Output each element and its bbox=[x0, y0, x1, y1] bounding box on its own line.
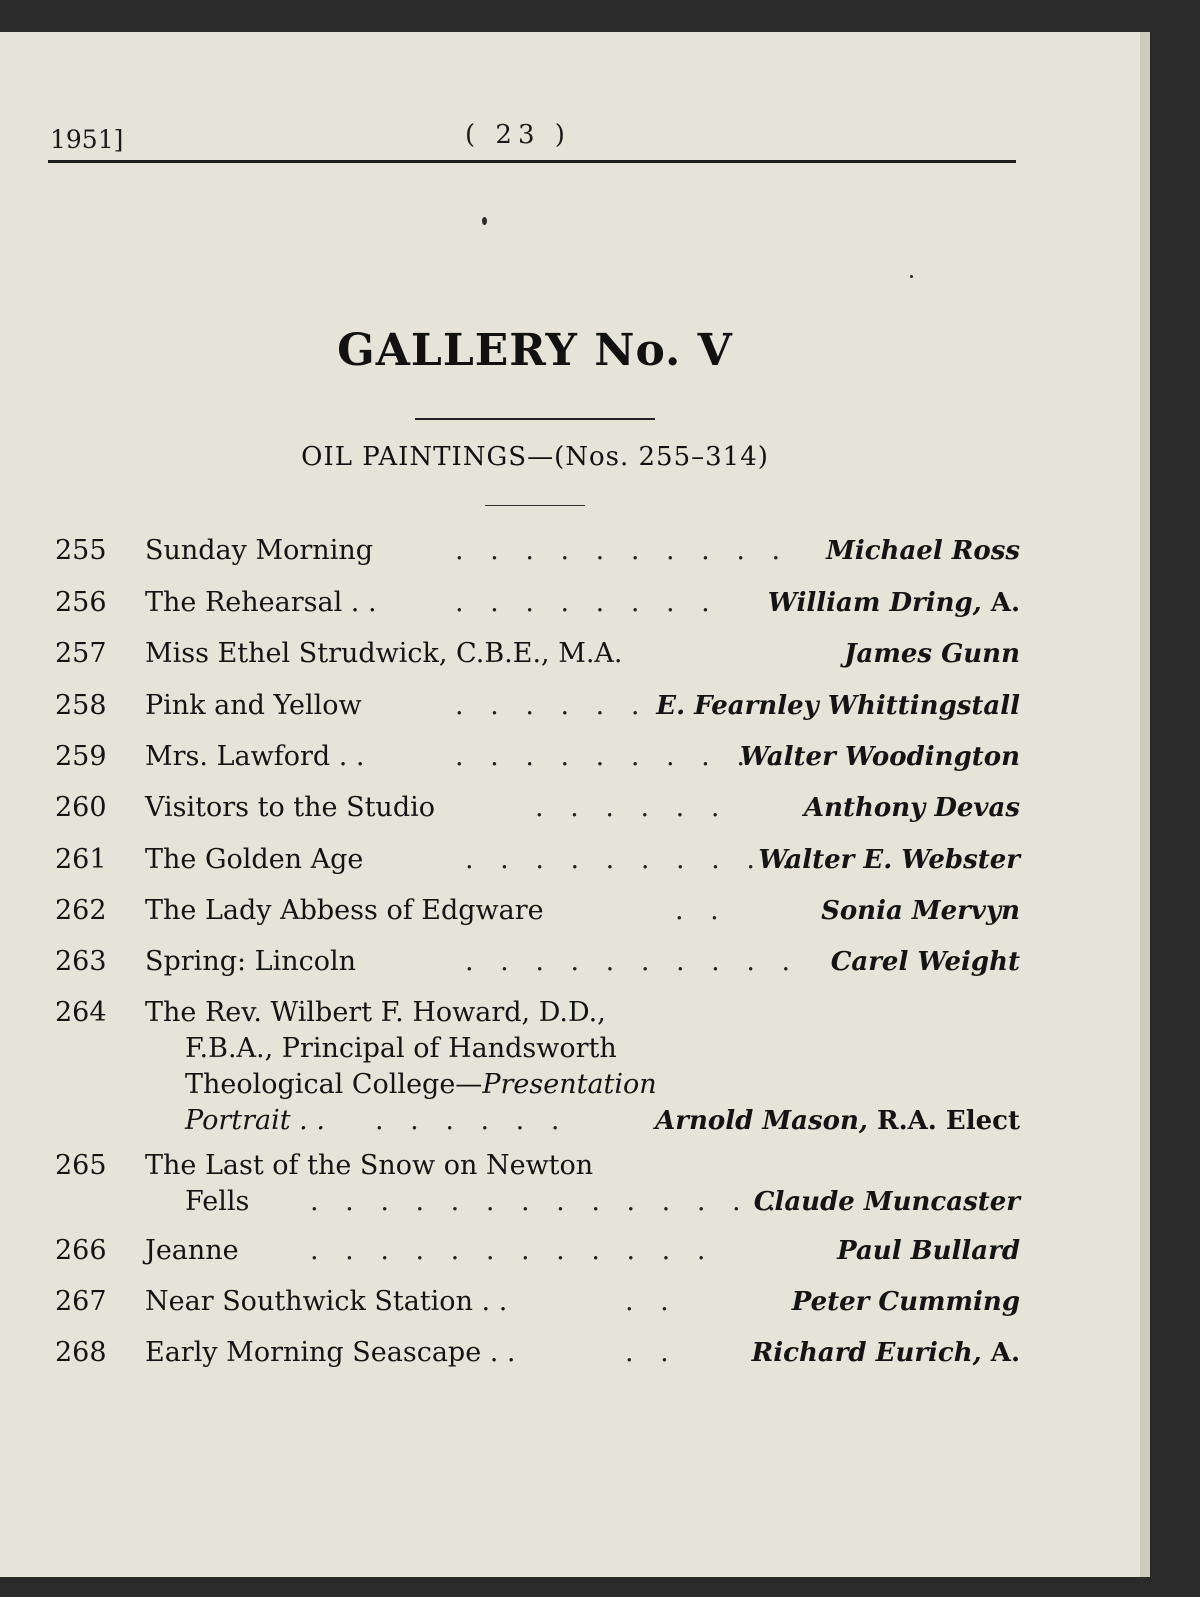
entry-title: Near Southwick Station . . bbox=[145, 1286, 508, 1317]
entry-artist: Arnold Mason, R.A. Elect bbox=[655, 1106, 1020, 1136]
catalogue-entry bbox=[55, 533, 1020, 569]
entry-number: 268 bbox=[55, 1337, 107, 1368]
leader-dots: . . bbox=[625, 1337, 678, 1368]
entry-artist: Carel Weight bbox=[830, 947, 1020, 977]
leader-dots: . . . . . . . . . . bbox=[465, 844, 800, 875]
entry-title: Mrs. Lawford . . bbox=[145, 741, 365, 772]
entry-number: 261 bbox=[55, 844, 107, 875]
leader-dots: . . . . . . bbox=[535, 792, 729, 823]
ink-speck bbox=[482, 217, 487, 225]
entry-title: Early Morning Seascape . . bbox=[145, 1337, 516, 1368]
entry-artist: Walter E. Webster bbox=[758, 845, 1020, 875]
catalogue-entry bbox=[55, 944, 1020, 980]
entry-title: Miss Ethel Strudwick, C.B.E., M.A. bbox=[145, 638, 623, 669]
catalogue-entry bbox=[55, 688, 1020, 724]
catalogue-entry bbox=[55, 790, 1020, 826]
entry-title: The Lady Abbess of Edgware bbox=[145, 895, 544, 926]
entry-title-continued: Portrait . . bbox=[185, 1105, 325, 1136]
leader-dots: . . . . . . . . bbox=[455, 587, 719, 618]
entry-number: 263 bbox=[55, 946, 107, 977]
section-title: OIL PAINTINGS—(Nos. 255–314) bbox=[301, 442, 769, 472]
catalogue-entry bbox=[55, 1335, 1020, 1371]
entry-title: Visitors to the Studio bbox=[145, 792, 435, 823]
leader-dots: . . . . . . . . . . bbox=[465, 946, 800, 977]
entry-artist: Sonia Mervyn bbox=[821, 896, 1020, 926]
entry-number: 260 bbox=[55, 792, 107, 823]
entry-title-continued: Fells bbox=[185, 1186, 250, 1217]
entry-title: Jeanne bbox=[145, 1235, 239, 1266]
entry-title: Spring: Lincoln bbox=[145, 946, 357, 977]
leader-dots: . . bbox=[675, 895, 728, 926]
ink-speck bbox=[910, 275, 913, 278]
entry-title-continued: F.B.A., Principal of Handsworth bbox=[185, 1033, 617, 1064]
catalogue-entry bbox=[55, 893, 1020, 929]
section-rule bbox=[485, 505, 585, 506]
entry-artist: Paul Bullard bbox=[837, 1236, 1020, 1266]
leader-dots: . . . . . . . . . . . . . . bbox=[310, 1186, 785, 1217]
entry-number: 259 bbox=[55, 741, 107, 772]
year-label: 1951] bbox=[50, 125, 124, 154]
entry-number: 266 bbox=[55, 1235, 107, 1266]
entry-number: 265 bbox=[55, 1150, 107, 1181]
header-rule bbox=[48, 160, 1016, 163]
entry-artist: Anthony Devas bbox=[803, 793, 1020, 823]
entry-artist: Richard Eurich, A. bbox=[751, 1338, 1020, 1368]
page-number: ( 23 ) bbox=[465, 120, 571, 150]
catalogue-entry bbox=[55, 1233, 1020, 1269]
entry-number: 256 bbox=[55, 587, 107, 618]
catalogue-entry bbox=[55, 636, 1020, 672]
leader-dots: . . . . . . . . . . bbox=[455, 741, 790, 772]
entry-title: Pink and Yellow bbox=[145, 690, 362, 721]
catalogue-entry bbox=[55, 739, 1020, 775]
entry-artist: Michael Ross bbox=[826, 536, 1020, 566]
entry-title: The Golden Age bbox=[145, 844, 364, 875]
entry-number: 264 bbox=[55, 997, 107, 1028]
gallery-title: GALLERY No. V bbox=[337, 325, 733, 376]
entry-number: 255 bbox=[55, 535, 107, 566]
entry-artist: William Dring, A. bbox=[767, 588, 1020, 618]
entry-title-continued: Theological College—Presentation bbox=[185, 1069, 657, 1100]
catalogue-entry bbox=[55, 995, 1020, 1139]
entry-artist: Walter Woodington bbox=[739, 742, 1020, 772]
entry-artist: James Gunn bbox=[844, 639, 1020, 669]
leader-dots: . . . . . . . . . . bbox=[455, 535, 790, 566]
entry-artist: E. Fearnley Whittingstall bbox=[656, 691, 1020, 721]
entry-artist: Peter Cumming bbox=[791, 1287, 1020, 1317]
catalogue-entry bbox=[55, 1148, 1020, 1220]
leader-dots: . . . . . . bbox=[455, 690, 649, 721]
catalogue-entry bbox=[55, 842, 1020, 878]
entry-number: 257 bbox=[55, 638, 107, 669]
entry-number: 262 bbox=[55, 895, 107, 926]
entry-artist: Claude Muncaster bbox=[753, 1187, 1020, 1217]
catalogue-entry bbox=[55, 585, 1020, 621]
title-rule bbox=[415, 418, 655, 420]
entry-title: The Rev. Wilbert F. Howard, D.D., bbox=[145, 997, 606, 1028]
entry-title: The Last of the Snow on Newton bbox=[145, 1150, 594, 1181]
leader-dots: . . . . . . bbox=[375, 1105, 569, 1136]
leader-dots: . . bbox=[625, 1286, 678, 1317]
leader-dots: . . . . . . . . . . . . bbox=[310, 1235, 715, 1266]
entry-title: The Rehearsal . . bbox=[145, 587, 377, 618]
running-head bbox=[50, 95, 1015, 155]
entry-number: 258 bbox=[55, 690, 107, 721]
entry-title: Sunday Morning bbox=[145, 535, 373, 566]
catalogue-entry bbox=[55, 1284, 1020, 1320]
entry-number: 267 bbox=[55, 1286, 107, 1317]
